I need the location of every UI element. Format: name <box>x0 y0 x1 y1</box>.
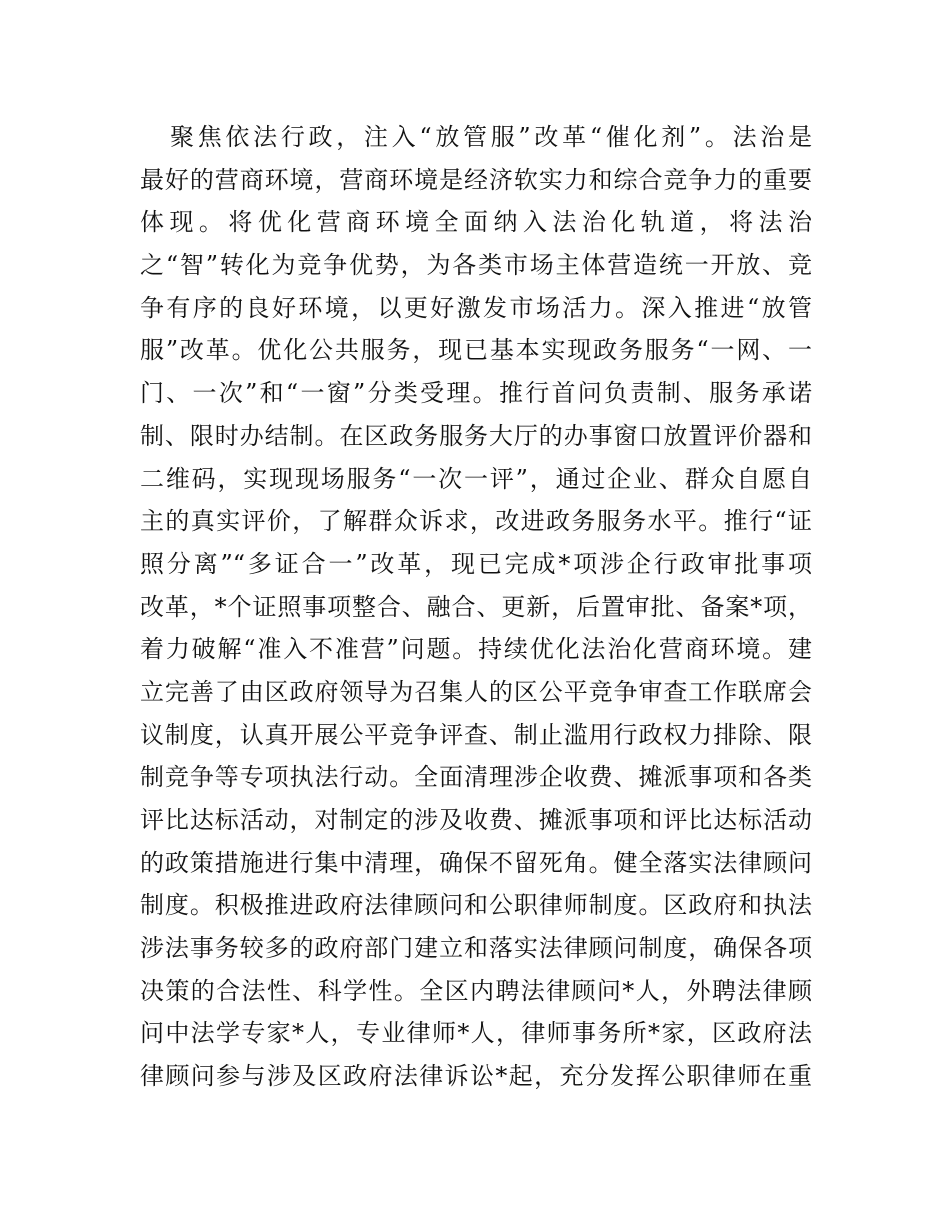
paragraph-line: 着力破解“准入不准营”问题。持续优化法治化营商环境。建 <box>140 635 812 664</box>
paragraph-line: 体现。将优化营商环境全面纳入法治化轨道，将法治 <box>140 208 812 237</box>
paragraph-line: 制竞争等专项执法行动。全面清理涉企收费、摊派事项和各类 <box>140 763 812 792</box>
paragraph-line: 问中法学专家*人，专业律师*人，律师事务所*家，区政府法 <box>140 1019 812 1048</box>
paragraph-line: 立完善了由区政府领导为召集人的区公平竞争审查工作联席会 <box>140 677 812 706</box>
paragraph-line: 最好的营商环境，营商环境是经济软实力和综合竞争力的重要 <box>140 165 812 194</box>
paragraph-line: 二维码，实现现场服务“一次一评”，通过企业、群众自愿自 <box>140 464 812 493</box>
paragraph-line: 之“智”转化为竞争优势，为各类市场主体营造统一开放、竞 <box>140 251 812 280</box>
paragraph-line: 门、一次”和“一窗”分类受理。推行首问负责制、服务承诺 <box>140 379 812 408</box>
paragraph-line: 律顾问参与涉及区政府法律诉讼*起，充分发挥公职律师在重 <box>140 1062 812 1091</box>
paragraph-line: 主的真实评价，了解群众诉求，改进政务服务水平。推行“证 <box>140 507 812 536</box>
paragraph-line: 决策的合法性、科学性。全区内聘法律顾问*人，外聘法律顾 <box>140 976 812 1005</box>
paragraph-line: 聚焦依法行政，注入“放管服”改革“催化剂”。法治是 <box>170 123 812 151</box>
paragraph-line: 制度。积极推进政府法律顾问和公职律师制度。区政府和执法 <box>140 891 812 920</box>
paragraph-line: 涉法事务较多的政府部门建立和落实法律顾问制度，确保各项 <box>140 934 812 963</box>
paragraph-line: 议制度，认真开展公平竞争评查、制止滥用行政权力排除、限 <box>140 720 812 749</box>
paragraph-line: 的政策措施进行集中清理，确保不留死角。健全落实法律顾问 <box>140 848 812 877</box>
paragraph-line: 争有序的良好环境，以更好激发市场活力。深入推进“放管 <box>140 293 812 322</box>
paragraph-line: 服”改革。优化公共服务，现已基本实现政务服务“一网、一 <box>140 336 812 365</box>
paragraph-line: 改革，*个证照事项整合、融合、更新，后置审批、备案*项， <box>140 592 812 621</box>
paragraph-line: 制、限时办结制。在区政务服务大厅的办事窗口放置评价器和 <box>140 421 812 450</box>
paragraph-line: 照分离”“多证合一”改革，现已完成*项涉企行政审批事项 <box>140 549 812 578</box>
body-paragraph <box>140 116 812 1098</box>
paragraph-line: 评比达标活动，对制定的涉及收费、摊派事项和评比达标活动 <box>140 806 812 834</box>
